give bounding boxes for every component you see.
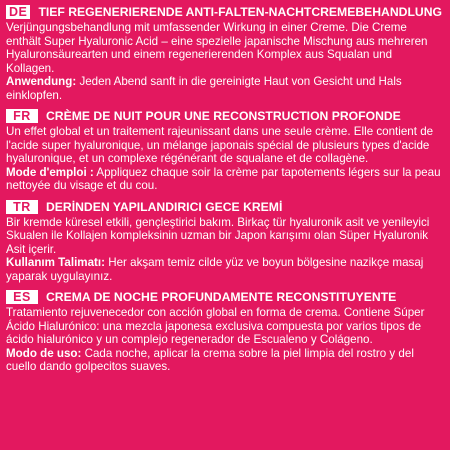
- section-header: [6, 4, 442, 20]
- section-body: [6, 216, 442, 284]
- section-es: [6, 289, 442, 374]
- section-description: Tratamiento rejuvenecedor con acción global en forma de crema. Contiene Súper Ácido Hialurónico: una mezcla japonesa exclusiva compuesta por varios tipos de ácido hialurónico y un complejo regenerador de Escualeno y Colágeno.: [6, 306, 425, 346]
- section-title: CRÈME DE NUIT POUR UNE RECONSTRUCTION PROFONDE: [46, 109, 401, 123]
- usage-text: Her akşam temiz cilde yüz ve boyun bölgesine nazikçe masaj yaparak uygulayınız.: [6, 256, 424, 283]
- section-body: [6, 21, 442, 102]
- section-body: [6, 306, 442, 374]
- language-code-badge: TR: [6, 200, 38, 214]
- usage-text: Cada noche, aplicar la crema sobre la piel limpia del rostro y del cuello dando golpecitos suaves.: [6, 346, 414, 373]
- usage-text: Appliquez chaque soir la crème par tapotements légers sur la peau nettoyée du visage et du cou.: [6, 165, 441, 192]
- usage-label: Anwendung:: [6, 75, 77, 88]
- usage-label: Modo de uso:: [6, 346, 82, 360]
- section-header: [6, 108, 442, 124]
- section-tr: [6, 199, 442, 284]
- section-header: [6, 289, 442, 305]
- section-fr: [6, 108, 442, 193]
- section-description: Un effet global et un traitement rajeunissant dans une seule crème. Elle contient de l'acide super hyaluronique, un mélange japonais spécial de plusieurs types d'acide hyaluronique, et un complexe régénérant de squalane et de collagène.: [6, 125, 434, 165]
- section-description: Bir kremde küresel etkili, gençleştirici bakım. Birkaç tür hyaluronik asit ve yenileyici Skualen ile Kollajen kompleksinin uzman bir Japon karışımı olan Süper Hyaluronik Asit içerir.: [6, 215, 430, 256]
- usage-label: Kullanım Talimatı:: [6, 256, 105, 269]
- section-description: Verjüngungsbehandlung mit umfassender Wirkung in einer Creme. Die Creme enthält Super Hyaluronic Acid – eine spezielle japanische Mischung aus mehreren Hyaluronsäurearten und einem regenerierenden Komplex aus Squalan und Kollagen.: [6, 21, 428, 75]
- usage-text: Jeden Abend sanft in die gereinigte Haut von Gesicht und Hals einklopfen.: [6, 75, 402, 102]
- section-header: [6, 199, 442, 215]
- language-code-badge: ES: [6, 290, 38, 304]
- language-code-badge: DE: [6, 5, 30, 19]
- section-title: TIEF REGENERIERENDE ANTI-FALTEN-NACHTCREMEBEHANDLUNG: [38, 5, 442, 19]
- section-title: CREMA DE NOCHE PROFUNDAMENTE RECONSTITUYENTE: [46, 290, 397, 304]
- section-body: [6, 125, 442, 193]
- section-title: DERİNDEN YAPILANDIRICI GECE KREMİ: [46, 199, 283, 214]
- usage-label: Mode d'emploi :: [6, 165, 94, 179]
- language-code-badge: FR: [6, 109, 38, 123]
- section-de: [6, 4, 442, 102]
